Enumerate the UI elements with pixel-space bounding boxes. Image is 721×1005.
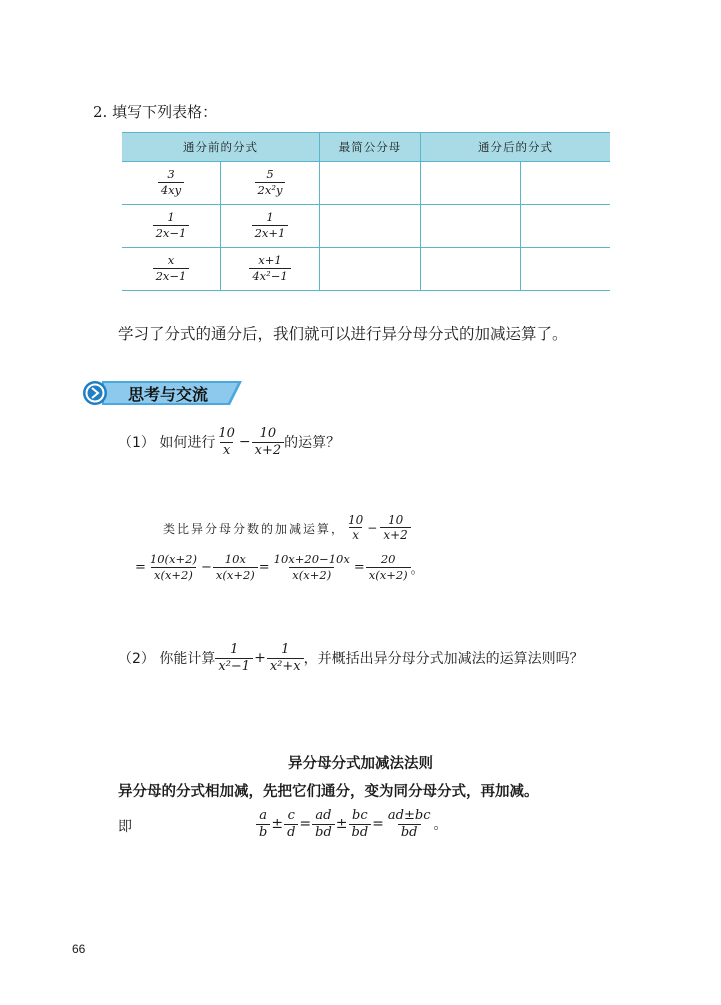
- fraction: $\frac{1}{2x+1}$: [252, 211, 289, 240]
- blank-cell[interactable]: [320, 162, 421, 205]
- fraction: $\frac{10}{x+2}$: [380, 513, 410, 543]
- blank-cell[interactable]: [521, 162, 611, 205]
- table-row: [122, 248, 610, 291]
- fraction: $\frac{3}{4xy}$: [158, 168, 184, 197]
- blank-cell[interactable]: [320, 205, 421, 248]
- section-banner: [82, 379, 242, 407]
- fraction: $\frac{10}{x+2}$: [252, 426, 285, 459]
- fraction: $\frac{10}{x}$: [218, 426, 235, 458]
- blank-cell[interactable]: [421, 248, 521, 291]
- blank-cell[interactable]: [521, 205, 611, 248]
- fraction: $\frac{x+1}{\text{4x²−1}}$: [249, 254, 290, 283]
- rule-formula-label: 即: [118, 819, 132, 835]
- table-header-lcd: 最简公分母: [320, 133, 421, 162]
- question-1: （1） 如何进行 $\frac{10}{x}$ − $\frac{10}{x+2}$ 的运算？: [118, 426, 341, 458]
- fraction: $\frac{10}{x}$: [348, 513, 364, 543]
- question-2: （2） 你能计算 $\frac{1}{\text{x²−1}}$ + $\frac{1}{\text{x²+x}}$ ，并概括出异分母分式加减法的运算法则吗？: [118, 642, 584, 674]
- fraction: $\frac{ad}{bd}$: [312, 808, 335, 841]
- blank-cell[interactable]: [421, 162, 521, 205]
- fraction: $\frac{1}{2x-1}$: [153, 211, 190, 240]
- fraction: $\frac{1}{\text{x²+x}}$: [267, 642, 304, 675]
- table-row: [122, 205, 610, 248]
- fraction: $\frac{1}{\text{x²−1}}$: [215, 642, 253, 675]
- analogy-line-2: = $\frac{10(x+2)}{x(x+2)}$ − $\frac{10x}{x(x+2)}$ = $\frac{10x+20-10x}{x(x+2)}$ = $\frac{20}{x(x+2)}$ 。: [135, 552, 424, 582]
- page-number: 66: [72, 942, 86, 956]
- intro-paragraph: 学习了分式的通分后，我们就可以进行异分母分式的加减运算了。: [118, 325, 568, 343]
- fraction: $\frac{bc}{bd}$: [349, 808, 372, 841]
- question-2-label: 2. 填写下列表格：: [93, 103, 218, 121]
- blank-cell[interactable]: [521, 248, 611, 291]
- blank-cell[interactable]: [421, 205, 521, 248]
- analogy-line-1: 类比异分母分数的加减运算， $\frac{10}{x}$ − $\frac{10}{x+2}$: [163, 513, 411, 543]
- fraction: $\frac{ad\pm bc}{bd}$: [387, 808, 431, 840]
- fraction: $\frac{20}{x(x+2)}$: [366, 553, 411, 582]
- fraction: $\frac{x}{2x-1}$: [153, 254, 190, 283]
- table-header-before: 通分前的分式: [122, 133, 320, 162]
- table-row: [122, 162, 610, 205]
- fraction: $\frac{10(x+2)}{x(x+2)}$: [149, 552, 197, 582]
- fill-in-table: [122, 132, 610, 291]
- fraction: $\frac{a}{b}$: [256, 808, 270, 841]
- blank-cell[interactable]: [320, 248, 421, 291]
- fraction: $\frac{5}{\text{2x²y}}$: [255, 168, 286, 197]
- rule-text: 异分母的分式相加减，先把它们通分，变为同分母分式，再加减。: [118, 784, 539, 800]
- fraction: $\frac{10x+20-10x}{x(x+2)}$: [273, 552, 350, 582]
- table-header-after: 通分后的分式: [421, 133, 611, 162]
- rule-title: 异分母分式加减法法则: [288, 756, 433, 772]
- fraction: $\frac{c}{d}$: [284, 808, 298, 841]
- section-title: 思考与交流: [128, 385, 209, 404]
- rule-formula: $\frac{a}{b}$ ± $\frac{c}{d}$ = $\frac{ad}{bd}$ ± $\frac{bc}{bd}$ = $\frac{ad\pm bc}{bd}$ 。: [256, 808, 447, 841]
- fraction: $\frac{10x}{x(x+2)}$: [213, 553, 258, 582]
